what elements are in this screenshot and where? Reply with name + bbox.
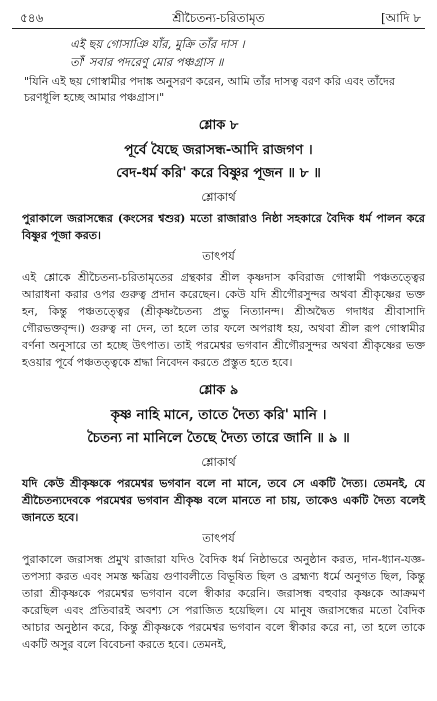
- sloka-8-heading: শ্লোক ৮: [198, 118, 239, 133]
- sloka-9-line: কৃষ্ণ নাহি মানে, তাতে দৈত্য করি' মানি ।: [110, 407, 327, 423]
- sloka-9-tatparya-label: তাৎপর্য: [202, 531, 235, 545]
- verse-translation: "যিনি এই ছয় গোস্বামীর পদাঙ্ক অনুসরণ করেন, আমি তাঁর দাসত্ব বরণ করি এবং তাঁদের চরণধূলি হচ্ছে আমার পঞ্চগ্রাস।": [24, 75, 395, 104]
- sloka-8-shlokartha-label: শ্লোকার্থ: [201, 190, 236, 204]
- sloka-9-shlokartha: যদি কেউ শ্রীকৃষ্ণকে পরমেশ্বর ভগবান বলে না মানে, তবে সে একটি দৈত্য। তেমনই, যে শ্রীচৈতন্যদেবকে পরমেশ্বর ভগবান শ্রীকৃষ্ণ বলে মানতে না চায়, তাকেও একটি দৈত্য বলেই জানতে হবে।: [22, 477, 425, 524]
- running-title: শ্রীচৈতন্য-চরিতামৃত: [172, 11, 265, 25]
- sloka-9-tatparya: পুরাকালে জরাসন্ধ প্রমুখ রাজারা যদিও বৈদিক ধর্ম নিষ্ঠাভরে অনুষ্ঠান করত, দান-ধ্যান-যজ্ঞ-তপস্যা করত এবং সমস্ত ক্ষত্রিয় গুণাবলীতে বিভূষিত ছিল ও ব্রহ্মণ্য ধর্মে অনুগত ছিল, কিন্তু তারা শ্রীকৃষ্ণকে পরমেশ্বর ভগবান বলে স্বীকার করেনি। জরাসন্ধ বহুবার কৃষ্ণকে আক্রমণ করেছিল এবং প্রতিবারই অবশ্য সে পরাজিত হয়েছিল। যে মানুষ জরাসন্ধের মতো বৈদিক আচার অনুষ্ঠান করে, কিন্তু শ্রীকৃষ্ণকে পরমেশ্বর ভগবান বলে স্বীকার করে না, তা হলে তাকে একটি অসুর বলে বিবেচনা করতে হবে। তেমনই,: [22, 553, 425, 651]
- verse-line: এই ছয় গোসাঞি যাঁর, মুক্রি তাঁর দাস ।: [70, 37, 245, 51]
- sloka-8-line: বেদ-ধর্ম করি' করে বিষ্ণুর পূজন ॥ ৮ ॥: [116, 165, 321, 181]
- page-number: ৫৪৬: [20, 11, 44, 25]
- sloka-8-tatparya: এই শ্লোকে শ্রীচৈতন্য-চরিতামৃতের গ্রন্থকার শ্রীল কৃষ্ণদাস কবিরাজ গোস্বামী পঞ্চতত্ত্বের আরাধনা করার ওপর গুরুত্ব প্রদান করেছেন। কেউ যদি শ্রীগৌরসুন্দর অথবা শ্রীকৃষ্ণের ভক্ত হন, কিন্তু পঞ্চতত্ত্বের (শ্রীকৃষ্ণচৈতন্য প্রভু নিত্যানন্দ। শ্রীঅদ্বৈত গদাধর শ্রীবাসাদি গৌরভক্তবৃন্দ।) গুরুত্ব না দেন, তা হলে তার ফলে অপরাধ হয়, অথবা শ্রীল রূপ গোস্বামীর বর্ণনা অনুসারে তা হচ্ছে উৎপাত। তাই পরমেশ্বর ভগবান শ্রীগৌরসুন্দর অথবা শ্রীকৃষ্ণের ভক্ত হওয়ার পূর্বে পঞ্চতত্ত্বকে শ্রদ্ধা নিবেদন করতে প্রস্তুত হতে হবে।: [22, 271, 425, 369]
- verse-line: তাঁ' সবার পদরেণু মোর পঞ্চগ্রাস ॥: [70, 55, 224, 69]
- sloka-8-line: পূর্বে যৈছে জরাসন্ধ-আদি রাজগণ ।: [124, 142, 313, 158]
- page-header: [12, 6, 425, 29]
- sloka-9-shlokartha-label: শ্লোকার্থ: [201, 455, 236, 469]
- verse-continuation: [70, 35, 425, 71]
- sloka-9-line: চৈতন্য না মানিলে তৈছে দৈত্য তারে জানি ॥ ৯ ॥: [87, 430, 350, 446]
- sloka-9-heading: শ্লোক ৯: [198, 383, 239, 398]
- sloka-8-tatparya-label: তাৎপর্য: [202, 249, 235, 263]
- sloka-8-shlokartha: পুরাকালে জরাসন্ধের (কংসের শ্বশুর) মতো রাজারাও নিষ্ঠা সহকারে বৈদিক ধর্ম পালন করে বিষ্ণুর পূজা করত।: [22, 212, 425, 242]
- chapter-marker: [আদি ৮: [380, 11, 421, 25]
